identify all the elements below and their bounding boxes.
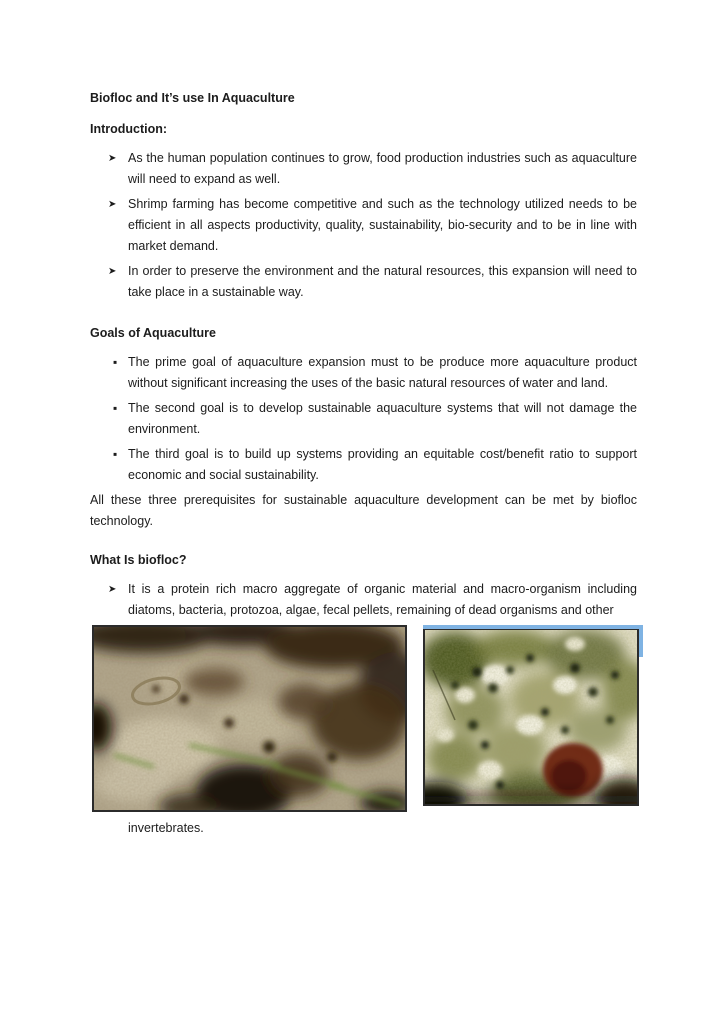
square-bullet-icon: ▪ bbox=[113, 401, 118, 415]
list-item bbox=[90, 194, 637, 257]
biofloc-bullet-list bbox=[90, 579, 637, 621]
arrow-bullet-icon: ➤ bbox=[108, 266, 117, 277]
image-selection-highlight bbox=[639, 625, 643, 657]
introduction-bullet-list bbox=[90, 148, 637, 303]
bullet-text: The prime goal of aquaculture expansion must to be produce more aquaculture product without significant increasing the uses of the basic natural resources of water and land. bbox=[128, 355, 637, 390]
page-title: Biofloc and It’s use In Aquaculture bbox=[90, 91, 295, 105]
bullet-text: As the human population continues to grow, food production industries such as aquaculture will need to expand as well. bbox=[128, 151, 637, 186]
arrow-bullet-icon: ➤ bbox=[108, 584, 117, 595]
heading-introduction: Introduction: bbox=[90, 122, 168, 136]
arrow-bullet-icon: ➤ bbox=[108, 199, 117, 210]
heading-what-is-biofloc: What Is biofloc? bbox=[90, 553, 187, 567]
list-item bbox=[90, 398, 637, 440]
bullet-text: The second goal is to develop sustainable aquaculture systems that will not damage the environment. bbox=[128, 401, 637, 436]
goals-closing-paragraph: All these three prerequisites for sustainable aquaculture development can be met by biofloc technology. bbox=[90, 493, 637, 528]
square-bullet-icon: ▪ bbox=[113, 355, 118, 369]
list-item bbox=[90, 148, 637, 190]
list-item bbox=[90, 579, 637, 621]
biofloc-micrograph-green[interactable] bbox=[423, 628, 639, 806]
bullet-text: The third goal is to build up systems providing an equitable cost/benefit ratio to support economic and social sustainability. bbox=[128, 447, 637, 482]
bullet-text: Shrimp farming has become competitive and such as the technology utilized needs to be efficient in all aspects productivity, quality, sustainability, bio-security and to be in line with market demand. bbox=[128, 197, 637, 253]
bullet-text: In order to preserve the environment and the natural resources, this expansion will need to take place in a sustainable way. bbox=[128, 264, 637, 299]
heading-goals: Goals of Aquaculture bbox=[90, 326, 216, 340]
list-item bbox=[90, 261, 637, 303]
list-item bbox=[90, 444, 637, 486]
goals-bullet-list bbox=[90, 352, 637, 486]
image-selection-highlight bbox=[423, 625, 643, 629]
arrow-bullet-icon: ➤ bbox=[108, 153, 117, 164]
figure-row bbox=[92, 625, 637, 812]
biofloc-continuation-text: invertebrates. bbox=[128, 821, 204, 835]
bullet-text: It is a protein rich macro aggregate of organic material and macro-organism including diatoms, bacteria, protozoa, algae, fecal pellets, remaining of dead organisms and other bbox=[128, 582, 637, 617]
biofloc-micrograph-brown[interactable] bbox=[92, 625, 407, 812]
list-item bbox=[90, 352, 637, 394]
square-bullet-icon: ▪ bbox=[113, 447, 118, 461]
